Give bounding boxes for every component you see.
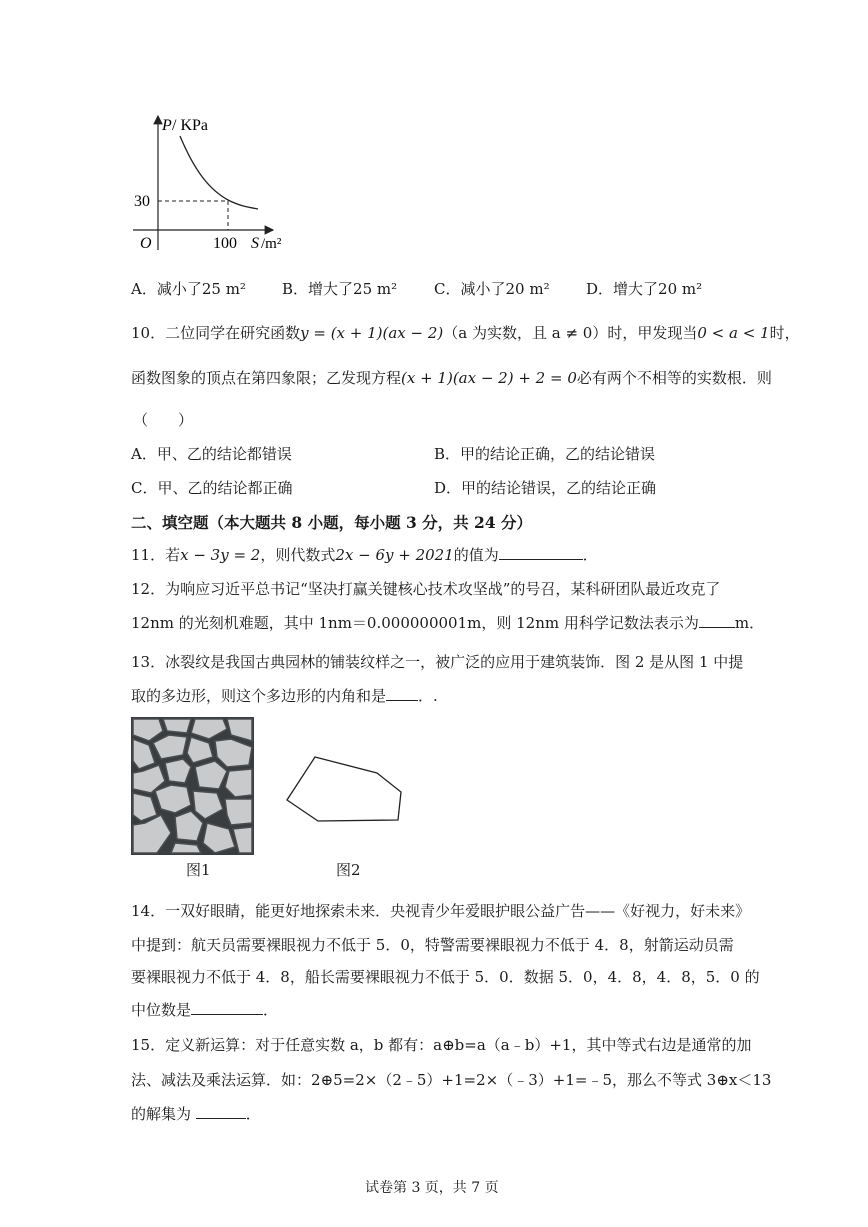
origin-label: O xyxy=(140,235,152,252)
q14-line1: 14．一双好眼睛，能更好地探索未来．央视青少年爱眼护眼公益广告——《好视力，好未来》 xyxy=(131,902,751,920)
q11: 11．若x − 3y = 2，则代数式2x − 6y + 2021的值为 ． xyxy=(131,546,598,564)
answer-blank xyxy=(699,613,735,628)
figure1-caption: 图1 xyxy=(186,861,211,879)
pressure-area-graph xyxy=(125,110,305,260)
q9-option-b: B．增大了25 m² xyxy=(282,280,398,298)
answer-blank xyxy=(499,545,583,560)
x-tick-label: 100 xyxy=(213,235,237,252)
q15-line3: 的解集为 ． xyxy=(131,1105,261,1123)
answer-blank xyxy=(386,686,418,701)
q13-line2: 取的多边形，则这个多边形的内角和是 ．. xyxy=(131,687,438,705)
q13-line1: 13．冰裂纹是我国古典园林的铺装纹样之一，被广泛的应用于建筑装饰．图 2 是从图 1 中提 xyxy=(131,653,744,671)
hyperbola-curve xyxy=(180,136,258,209)
answer-blank xyxy=(191,1000,263,1015)
ice-crack-paving-photo xyxy=(131,717,254,855)
q12-line1: 12．为响应习近平总书记“坚决打赢关键核心技术攻坚战”的号召，某科研团队最近攻克了 xyxy=(131,580,721,598)
q10-line2: 函数图象的顶点在第四象限；乙发现方程(x + 1)(ax − 2) + 2 = 0必有两个不相等的实数根．则 xyxy=(131,369,772,387)
y-tick-label: 30 xyxy=(134,193,150,210)
figure2-caption: 图2 xyxy=(336,861,361,879)
q15-line2: 法、减法及乘法运算．如：2⊕5=2×（2﹣5）+1=2×（﹣3）+1=﹣5，那么不等式 3⊕x＜13 xyxy=(131,1071,772,1089)
q10-option-d: D．甲的结论错误，乙的结论正确 xyxy=(434,479,657,497)
q14-line4: 中位数是 ． xyxy=(131,1001,279,1019)
x-axis-label-var: S xyxy=(251,235,259,252)
q9-option-c: C．减小了20 m² xyxy=(434,280,550,298)
q10-option-a: A．甲、乙的结论都错误 xyxy=(131,445,292,463)
q12-line2: 12nm 的光刻机难题，其中 1nm＝0.000000001m，则 12nm 用科学记数法表示为 m． xyxy=(131,614,765,632)
answer-blank xyxy=(196,1104,246,1119)
q9-option-a: A．减小了25 m² xyxy=(131,280,246,298)
q10-option-b: B．甲的结论正确，乙的结论错误 xyxy=(434,445,656,463)
y-axis-label-unit: / KPa xyxy=(172,117,208,134)
q9-option-d: D．增大了20 m² xyxy=(586,280,703,298)
y-axis-label-var: P xyxy=(162,117,172,134)
x-axis-label-unit: /m² xyxy=(261,236,282,252)
polygon-figure xyxy=(280,752,410,827)
q10-line1: 10．二位同学在研究函数y = (x + 1)(ax − 2)（a 为实数，且 a ≠ 0）时，甲发现当0 < a < 1时， xyxy=(131,324,800,342)
q15-line1: 15．定义新运算：对于任意实数 a，b 都有：a⊕b=a（a﹣b）+1，其中等式右边是通常的加 xyxy=(131,1036,752,1054)
section-title: 二、填空题（本大题共 8 小题，每小题 3 分，共 24 分） xyxy=(131,513,533,532)
q14-line2: 中提到：航天员需要裸眼视力不低于 5．0，特警需要裸眼视力不低于 4．8，射箭运动员需 xyxy=(131,936,734,954)
page-footer: 试卷第 3 页，共 7 页 xyxy=(365,1180,499,1196)
q10-paren: （ ） xyxy=(133,411,194,429)
q14-line3: 要裸眼视力不低于 4．8，船长需要裸眼视力不低于 5．0．数据 5．0，4．8，4．8，5．0 的 xyxy=(131,968,760,986)
q10-option-c: C．甲、乙的结论都正确 xyxy=(131,479,293,497)
